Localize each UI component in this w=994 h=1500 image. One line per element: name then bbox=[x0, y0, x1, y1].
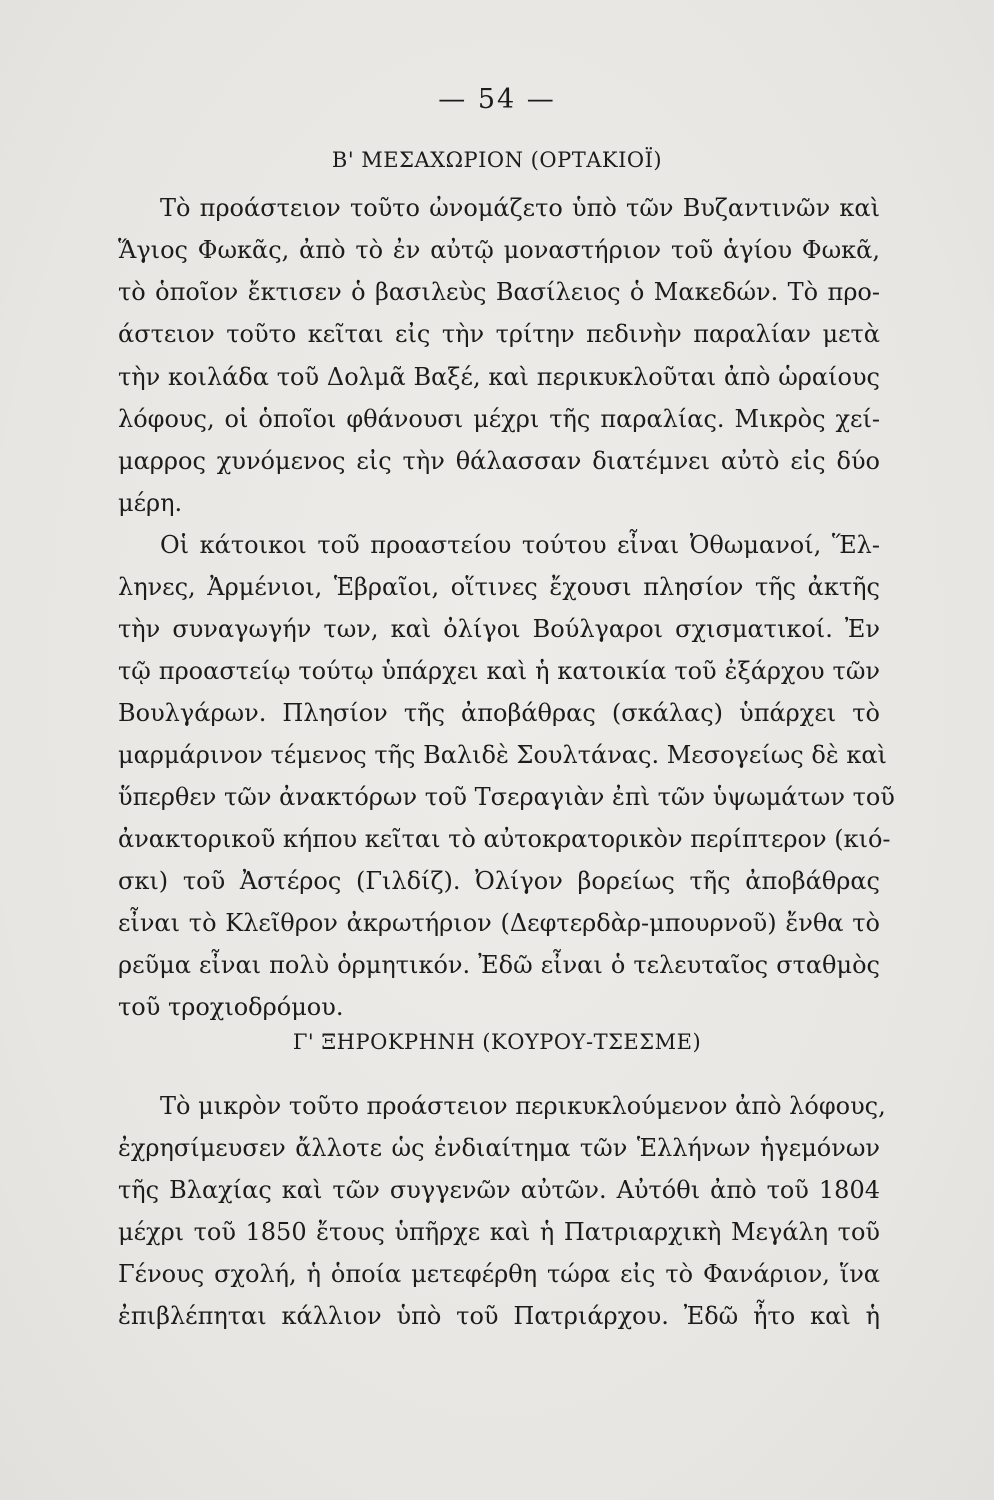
text-line: εἶναι τὸ Κλεῖθρον ἀκρωτήριον (Δεφτερδὰρ-μπουρνοῦ) ἔνθα τὸ bbox=[118, 909, 880, 937]
text-line: Ἅγιος Φωκᾶς, ἀπὸ τὸ ἐν αὐτῷ μοναστήριον τοῦ ἁγίου Φωκᾶ, bbox=[118, 236, 880, 264]
text-line: μαρμάρινον τέμενος τῆς Βαλιδὲ Σουλτάνας. Μεσογείως δὲ καὶ bbox=[118, 741, 887, 769]
section-heading: Γ' ΞΗΡΟΚΡΗΝΗ (ΚΟΥΡΟΥ-ΤΣΕΣΜΕ) bbox=[292, 1030, 702, 1054]
text-line: ἐπιβλέπηται κάλλιον ὑπὸ τοῦ Πατριάρχου. Ἐδῶ ἦτο καὶ ἡ bbox=[118, 1302, 880, 1330]
text-line: ρεῦμα εἶναι πολὺ ὁρμητικόν. Ἐδῶ εἶναι ὁ τελευταῖος σταθμὸς bbox=[118, 951, 880, 979]
page-number: — 54 — bbox=[438, 84, 556, 115]
text-line: τῷ προαστείῳ τούτῳ ὑπάρχει καὶ ἡ κατοικία τοῦ ἐξάρχου τῶν bbox=[118, 657, 880, 685]
text-line: τοῦ τροχιοδρόμου. bbox=[118, 993, 344, 1021]
text-line: ληνες, Ἀρμένιοι, Ἑβραῖοι, οἵτινες ἔχουσι πλησίον τῆς ἀκτῆς bbox=[118, 573, 880, 601]
text-line: λόφους, οἱ ὁποῖοι φθάνουσι μέχρι τῆς παραλίας. Μικρὸς χεί- bbox=[118, 405, 880, 433]
text-line: ἀνακτορικοῦ κήπου κεῖται τὸ αὐτοκρατορικὸν περίπτερον (κιό- bbox=[118, 825, 891, 853]
text-line: Οἱ κάτοικοι τοῦ προαστείου τούτου εἶναι Ὀθωμανοί, Ἕλ- bbox=[160, 531, 880, 559]
text-line: μέχρι τοῦ 1850 ἔτους ὑπῆρχε καὶ ἡ Πατριαρχικὴ Μεγάλη τοῦ bbox=[118, 1218, 880, 1246]
text-line: μαρρος χυνόμενος εἰς τὴν θάλασσαν διατέμνει αὐτὸ εἰς δύο bbox=[118, 447, 880, 475]
text-line: ὕπερθεν τῶν ἀνακτόρων τοῦ Τσεραγιὰν ἐπὶ τῶν ὑψωμάτων τοῦ bbox=[118, 783, 895, 811]
text-line: Βουλγάρων. Πλησίον τῆς ἀποβάθρας (σκάλας) ὑπάρχει τὸ bbox=[118, 699, 880, 727]
text-line: άστειον τοῦτο κεῖται εἰς τὴν τρίτην πεδινὴν παραλίαν μετὰ bbox=[118, 320, 880, 348]
text-line: Τὸ προάστειον τοῦτο ὠνομάζετο ὑπὸ τῶν Βυζαντινῶν καὶ bbox=[160, 194, 880, 222]
text-line: μέρη. bbox=[118, 489, 183, 517]
text-line: σκι) τοῦ Ἀστέρος (Γιλδίζ). Ὀλίγον βορείως τῆς ἀποβάθρας bbox=[118, 867, 880, 895]
text-line: Τὸ μικρὸν τοῦτο προάστειον περικυκλούμενον ἀπὸ λόφους, bbox=[160, 1092, 886, 1120]
text-line: τῆς Βλαχίας καὶ τῶν συγγενῶν αὐτῶν. Αὐτόθι ἀπὸ τοῦ 1804 bbox=[118, 1176, 880, 1204]
text-line: Γένους σχολή, ἡ ὁποία μετεφέρθη τώρα εἰς τὸ Φανάριον, ἵνα bbox=[118, 1260, 880, 1288]
text-line: τὴν συναγωγήν των, καὶ ὀλίγοι Βούλγαροι σχισματικοί. Ἐν bbox=[118, 615, 880, 643]
text-line: τὴν κοιλάδα τοῦ Δολμᾶ Βαξέ, καὶ περικυκλοῦται ἀπὸ ὡραίους bbox=[118, 363, 880, 391]
text-line: ἐχρησίμευσεν ἄλλοτε ὡς ἐνδιαίτημα τῶν Ἑλλήνων ἡγεμόνων bbox=[118, 1134, 880, 1162]
text-line: τὸ ὁποῖον ἔκτισεν ὁ βασιλεὺς Βασίλειος ὁ Μακεδών. Τὸ προ- bbox=[118, 278, 880, 306]
section-heading: Β' ΜΕΣΑΧΩΡΙΟΝ (ΟΡΤΑΚΙΟΪ) bbox=[331, 148, 663, 172]
